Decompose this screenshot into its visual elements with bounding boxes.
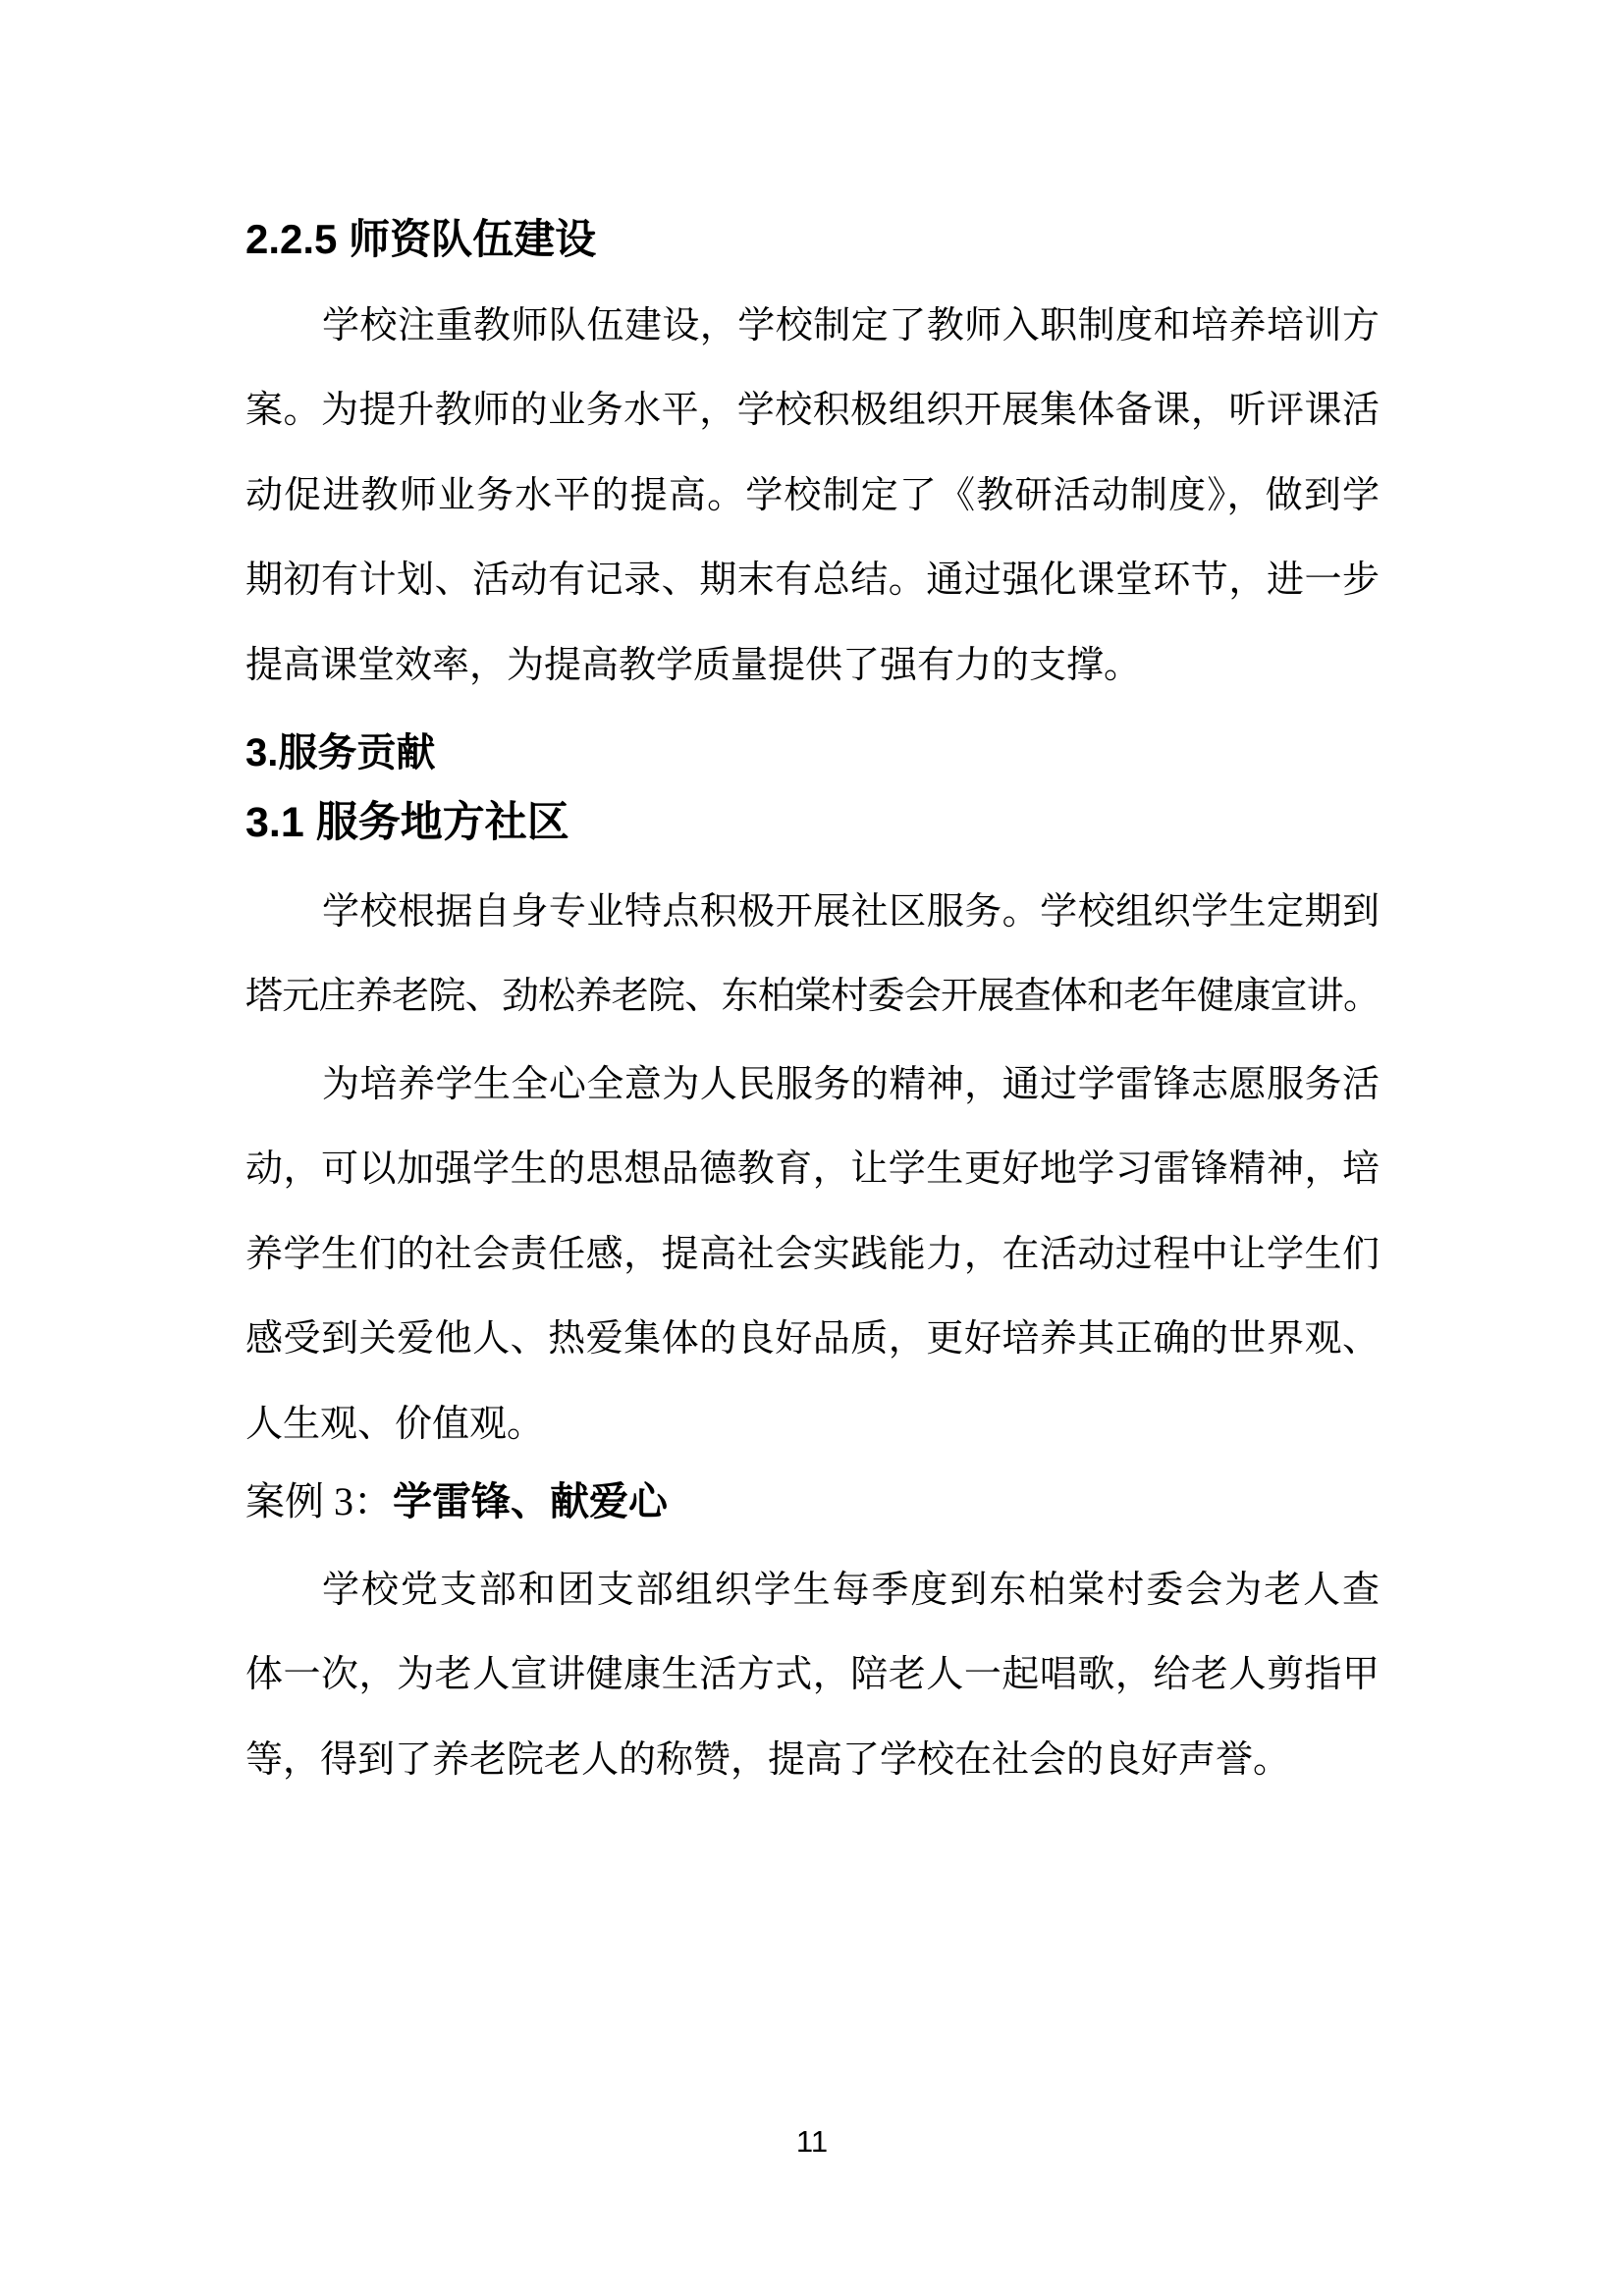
paragraph-line: 期初有计划、活动有记录、期末有总结。通过强化课堂环节，进一步 — [245, 560, 1380, 602]
paragraph-leifeng-spirit — [245, 1042, 1380, 1467]
case-3-label: 案例 3： — [245, 1479, 393, 1523]
page-number: 11 — [795, 2124, 829, 2159]
paragraph-line: 体一次，为老人宣讲健康生活方式，陪老人一起唱歌，给老人剪指甲 — [245, 1654, 1380, 1696]
paragraph-line: 提高课堂效率，为提高教学质量提供了强有力的支撑。 — [245, 644, 1142, 686]
case-3-title: 学雷锋、献爱心 — [393, 1479, 668, 1523]
paragraph-line: 人生观、价值观。 — [245, 1403, 545, 1445]
paragraph-line: 学校党支部和团支部组织学生每季度到东柏棠村委会为老人查 — [322, 1570, 1380, 1611]
case-3-heading — [245, 1460, 1380, 1544]
paragraph-line: 案。为提升教师的业务水平，学校积极组织开展集体备课，听评课活 — [245, 390, 1380, 432]
paragraph-line: 学校根据自身专业特点积极开展社区服务。学校组织学生定期到 — [322, 891, 1380, 933]
paragraph-case-3-detail — [245, 1548, 1380, 1802]
heading-2-2-5-teacher-team: 2.2.5 师资队伍建设 — [245, 216, 597, 262]
paragraph-line: 等，得到了养老院老人的称赞，提高了学校在社会的良好声誉。 — [245, 1738, 1291, 1781]
paragraph-line: 动促进教师业务水平的提高。学校制定了《教研活动制度》，做到学 — [245, 474, 1380, 516]
paragraph-line: 塔元庄养老院、劲松养老院、东柏棠村委会开展查体和老年健康宣讲。 — [245, 976, 1380, 1018]
heading-3-1-serve-local-community: 3.1 服务地方社区 — [245, 799, 569, 846]
paragraph-teacher-team — [245, 284, 1380, 708]
paragraph-line: 为培养学生全心全意为人民服务的精神，通过学雷锋志愿服务活 — [322, 1064, 1380, 1105]
paragraph-line: 养学生们的社会责任感，提高社会实践能力，在活动过程中让学生们 — [245, 1233, 1380, 1275]
paragraph-community-service — [245, 870, 1380, 1040]
paragraph-line: 感受到关爱他人、热爱集体的良好品质，更好培养其正确的世界观、 — [245, 1318, 1380, 1361]
heading-3-service-contribution: 3.服务贡献 — [245, 731, 436, 774]
paragraph-line: 学校注重教师队伍建设，学校制定了教师入职制度和培养培训方 — [322, 305, 1380, 347]
paragraph-line: 动，可以加强学生的思想品德教育，让学生更好地学习雷锋精神，培 — [245, 1148, 1380, 1191]
